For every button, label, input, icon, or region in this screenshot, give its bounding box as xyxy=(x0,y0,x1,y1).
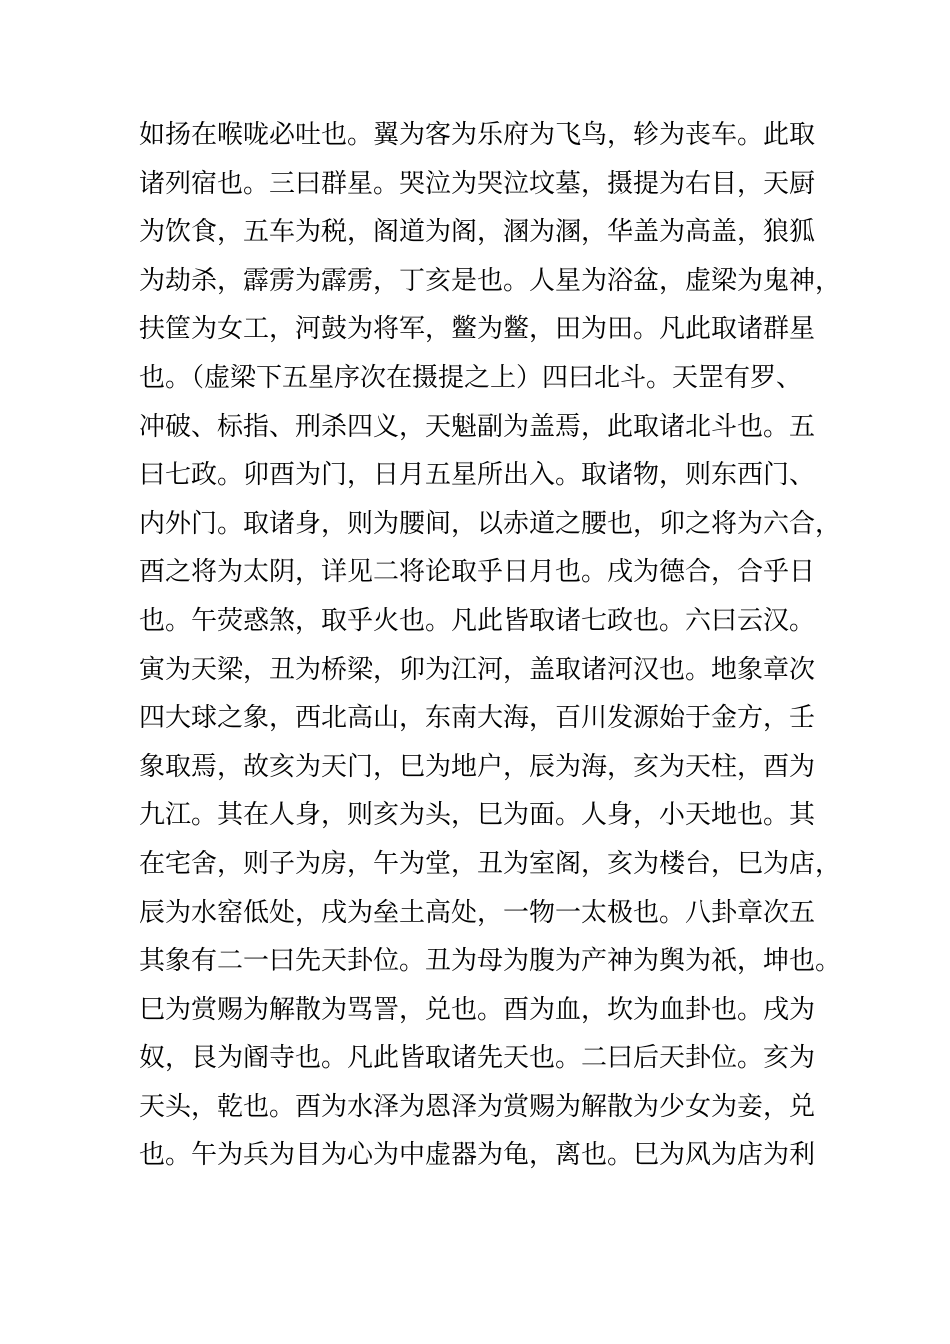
text-line-11: 也。午荧惑煞，取乎火也。凡此皆取诸七政也。六曰云汉。 xyxy=(139,605,816,636)
text-line-5: 扶筐为女工，河鼓为将军，鳖为鳖，田为田。凡此取诸群星 xyxy=(139,314,816,345)
text-line-22: 也。午为兵为目为心为中虚器为龟，离也。巳为风为店为利 xyxy=(139,1140,816,1171)
text-line-9: 内外门。取诸身，则为腰间，以赤道之腰也，卯之将为六合， xyxy=(139,508,842,539)
text-line-17: 辰为水窑低处，戌为垒土高处，一物一太极也。八卦章次五 xyxy=(139,897,816,928)
text-line-2: 诸列宿也。三曰群星。哭泣为哭泣坟墓，摄提为右目，天厨 xyxy=(139,168,816,199)
text-line-10: 酉之将为太阴，详见二将论取乎日月也。戌为德合，合乎日 xyxy=(139,557,816,588)
body-text xyxy=(139,111,842,1180)
text-line-4: 为劫杀，霹雳为霹雳，丁亥是也。人星为浴盆，虚梁为鬼神， xyxy=(139,265,842,296)
text-line-6: 也。（虚梁下五星序次在摄提之上）四曰北斗。天罡有罗、 xyxy=(139,362,803,393)
text-line-18: 其象有二一曰先天卦位。丑为母为腹为产神为舆为祇，坤也。 xyxy=(139,946,842,977)
text-line-12: 寅为天梁，丑为桥梁，卯为江河，盖取诸河汉也。地象章次 xyxy=(139,654,816,685)
text-line-20: 奴，艮为阍寺也。凡此皆取诸先天也。二曰后天卦位。亥为 xyxy=(139,1043,816,1074)
text-line-8: 曰七政。卯酉为门，日月五星所出入。取诸物，则东西门、 xyxy=(139,460,816,491)
text-line-7: 冲破、标指、刑杀四义，天魁副为盖焉，此取诸北斗也。五 xyxy=(139,411,816,442)
text-line-3: 为饮食，五车为税，阁道为阁，溷为溷，华盖为高盖，狼狐 xyxy=(139,217,816,248)
text-line-19: 巳为赏赐为解散为骂詈，兑也。酉为血，坎为血卦也。戌为 xyxy=(139,994,816,1025)
text-line-16: 在宅舍，则子为房，午为堂，丑为室阁，亥为楼台，巳为店， xyxy=(139,848,842,879)
text-line-1: 如扬在喉咙必吐也。翼为客为乐府为飞鸟，轸为丧车。此取 xyxy=(139,120,816,150)
text-line-14: 象取焉，故亥为天门，巳为地户，辰为海，亥为天柱，酉为 xyxy=(139,751,816,782)
text-line-21: 天头，乾也。酉为水泽为恩泽为赏赐为解散为少女为妾，兑 xyxy=(139,1091,816,1122)
text-line-15: 九江。其在人身，则亥为头，巳为面。人身，小天地也。其 xyxy=(139,800,816,831)
text-line-13: 四大球之象，西北高山，东南大海，百川发源始于金方，壬 xyxy=(139,703,816,734)
